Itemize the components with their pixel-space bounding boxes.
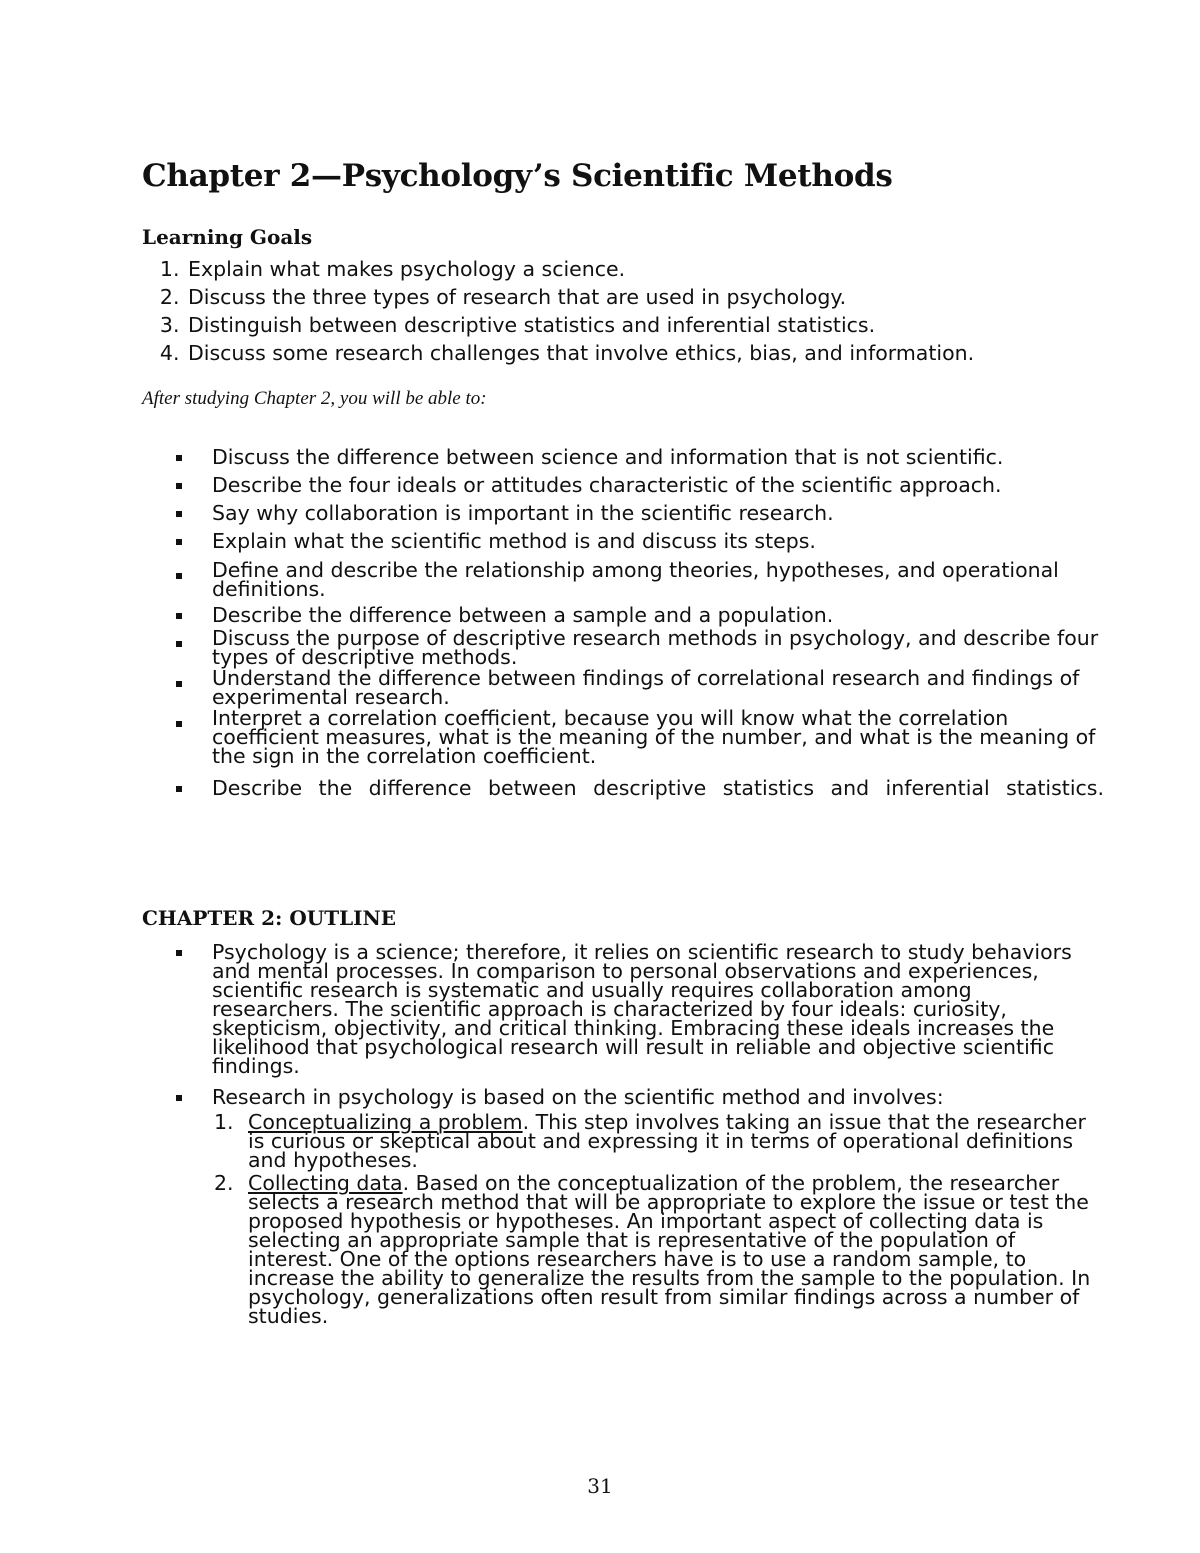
learning-goals-heading: Learning Goals — [142, 225, 313, 249]
objective-item: Describe the difference between a sample and a population. — [142, 601, 1104, 629]
objective-item: Interpret a correlation coefficient, because you will know what the correlation coefficient measures, what is the meaning of the number, and what is the meaning of the sign in the correlation coefficient. — [142, 709, 1104, 766]
step-number: 1. — [214, 1110, 234, 1134]
learning-goals-list — [142, 255, 1186, 367]
outline-item — [142, 1085, 1104, 1328]
page-number: 31 — [587, 1474, 613, 1498]
method-steps-list — [212, 1110, 1104, 1328]
objective-item: Discuss the difference between science and information that is not scientific. — [142, 443, 1104, 471]
after-studying-intro: After studying Chapter 2, you will be able to: — [142, 388, 487, 409]
step-text: . This step involves taking an issue that the researcher is curious or skeptical about and expressing it in terms of operational definitions and hypotheses. — [248, 1110, 1086, 1172]
method-step — [214, 1171, 1104, 1328]
step-term: Conceptualizing a problem — [248, 1110, 523, 1134]
outline-list — [142, 940, 1104, 1330]
objectives-list — [142, 443, 1104, 802]
method-step — [214, 1110, 1104, 1172]
objective-item: Define and describe the relationship among theories, hypotheses, and operational definitions. — [142, 561, 1104, 599]
objective-item: Discuss the purpose of descriptive research methods in psychology, and describe four types of descriptive methods. — [142, 629, 1104, 667]
learning-goal: 3. Distinguish between descriptive statistics and inferential statistics. — [186, 311, 1186, 339]
learning-goal: 1. Explain what makes psychology a science. — [186, 255, 1186, 283]
objective-item: Describe the four ideals or attitudes characteristic of the scientific approach. — [142, 471, 1104, 499]
outline-item: Psychology is a science; therefore, it relies on scientific research to study behaviors and mental processes. In comparison to personal observations and experiences, scientific research is systematic and usually requires collaboration among researchers. The scientific approach is characterized by four ideals: curiosity, skepticism, objectivity, and critical thinking. Embracing these ideals increases the likelihood that psychological research will result in reliable and objective scientific findings. — [142, 943, 1104, 1076]
step-number: 2. — [214, 1171, 234, 1195]
learning-goal: 4. Discuss some research challenges that involve ethics, bias, and information. — [186, 339, 1186, 367]
outline-item-text: Research in psychology is based on the scientific method and involves: — [212, 1085, 944, 1109]
chapter-title: Chapter 2—Psychology’s Scientific Methods — [142, 158, 893, 194]
objective-item: Explain what the scientific method is and discuss its steps. — [142, 527, 1104, 555]
step-text: . Based on the conceptualization of the problem, the researcher selects a research method that will be appropriate to explore the issue or test the proposed hypothesis or hypotheses. An important aspect of collecting data is selecting an appropriate sample that is representative of the population of interest. One of the options researchers have is to use a random sample, to increase the ability to generalize the results from the sample to the population. In psychology, generalizations often result from similar findings across a number of studies. — [248, 1171, 1091, 1328]
step-term: Collecting data — [248, 1171, 403, 1195]
outline-heading: CHAPTER 2: OUTLINE — [142, 906, 397, 930]
objective-item: Say why collaboration is important in the scientific research. — [142, 499, 1104, 527]
objective-item: Describe the difference between descriptive statistics and inferential statistics. — [142, 774, 1104, 802]
learning-goal: 2. Discuss the three types of research that are used in psychology. — [186, 283, 1186, 311]
objective-item: Understand the difference between findings of correlational research and findings of experimental research. — [142, 669, 1104, 707]
